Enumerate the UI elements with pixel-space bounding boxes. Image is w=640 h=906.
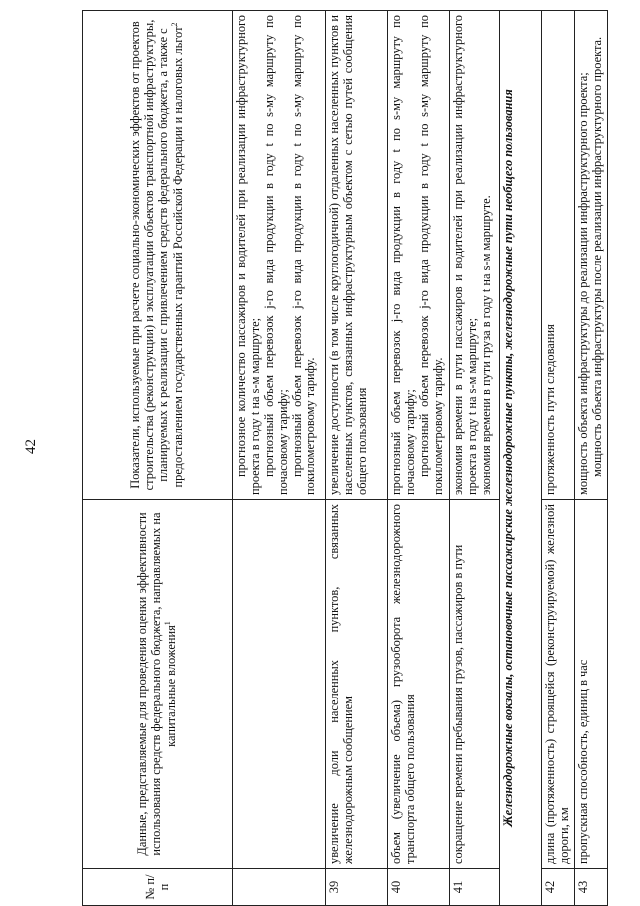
table-header-row bbox=[83, 11, 233, 906]
row-num: 40 bbox=[388, 869, 450, 906]
header-data: Данные, представляемые для проведения оценки эффективности использования средств федерального бюджета, направляемых на капитальные вложения$^1$ bbox=[83, 500, 233, 869]
row-num: 42 bbox=[542, 869, 575, 906]
row-num: 43 bbox=[574, 869, 607, 906]
row-indicators: увеличение доступности (в том числе круглогодичной) отдаленных населенных пунктов и населенных пунктов, связанных инфраструктурным объектом с сетью путей сообщения общего пользования bbox=[326, 11, 388, 500]
row-indicators: протяженность пути следования bbox=[542, 11, 575, 500]
table-row bbox=[574, 11, 607, 906]
row-num: 39 bbox=[326, 869, 388, 906]
page-number: 42 bbox=[23, 439, 39, 454]
row-data: объем (увеличение объема) грузооборота железнодорожного транспорта общего пользования bbox=[388, 500, 450, 869]
rotated-page-content bbox=[82, 15, 604, 906]
header-num: № п/п bbox=[83, 869, 233, 906]
row-data: длина (протяженность) строящейся (реконструируемой) железной дороги, км bbox=[542, 500, 575, 869]
row-num: 41 bbox=[450, 869, 500, 906]
row-data: пропускная способность, единиц в час bbox=[574, 500, 607, 869]
header-indicators: Показатели, используемые при расчете социально-экономических эффектов от проектов строительства (реконструкции) и эксплуатации объектов транспортной инфраструктуры, планируемых к реализации с привлечением средств федерального бюджета, а также с предоставлением государственных гарантий Российской Федерации и налоговых льгот$^2$ bbox=[83, 11, 233, 500]
row-data: увеличение доли населенных пунктов, связанных железнодорожным сообщением bbox=[326, 500, 388, 869]
row-indicators: прогнозный объем перевозок j-го вида продукции в году t по s-му маршруту по почасовому тарифу; прогнозный объем перевозок j-го вида продукции в году t по s-му маршруту по покилометровому тарифу. bbox=[388, 11, 450, 500]
indicators-table bbox=[82, 10, 608, 906]
section-row bbox=[500, 11, 542, 906]
table-row bbox=[388, 11, 450, 906]
table-row bbox=[326, 11, 388, 906]
table-row bbox=[233, 11, 326, 906]
table-row bbox=[450, 11, 500, 906]
row-data bbox=[233, 500, 326, 869]
row-indicators: прогнозное количество пассажиров и водителей при реализации инфраструктурного проекта в году t на s-м маршруте; прогнозный объем перевозок j-го вида продукции в году t по s-му маршруту по почасовому тарифу; прогнозный объем перевозок j-го вида продукции в году t по s-му маршруту по покилометровому тарифу. bbox=[233, 11, 326, 500]
row-indicators: экономия времени в пути пассажиров и водителей при реализации инфраструктурного проекта в году t на s-м маршруте; экономия времени в пути груза в году t на s-м маршруте. bbox=[450, 11, 500, 500]
row-data: сокращение времени пребывания грузов, пассажиров в пути bbox=[450, 500, 500, 869]
row-num bbox=[233, 869, 326, 906]
row-indicators: мощность объекта инфраструктуры до реализации инфраструктурного проекта; мощность объекта инфраструктуры после реализации инфраструктурного проекта. bbox=[574, 11, 607, 500]
table-row bbox=[542, 11, 575, 906]
section-title: Железнодорожные вокзалы, остановочные пассажирские железнодорожные пункты, железнодорожные пути необщего пользования bbox=[500, 11, 542, 906]
